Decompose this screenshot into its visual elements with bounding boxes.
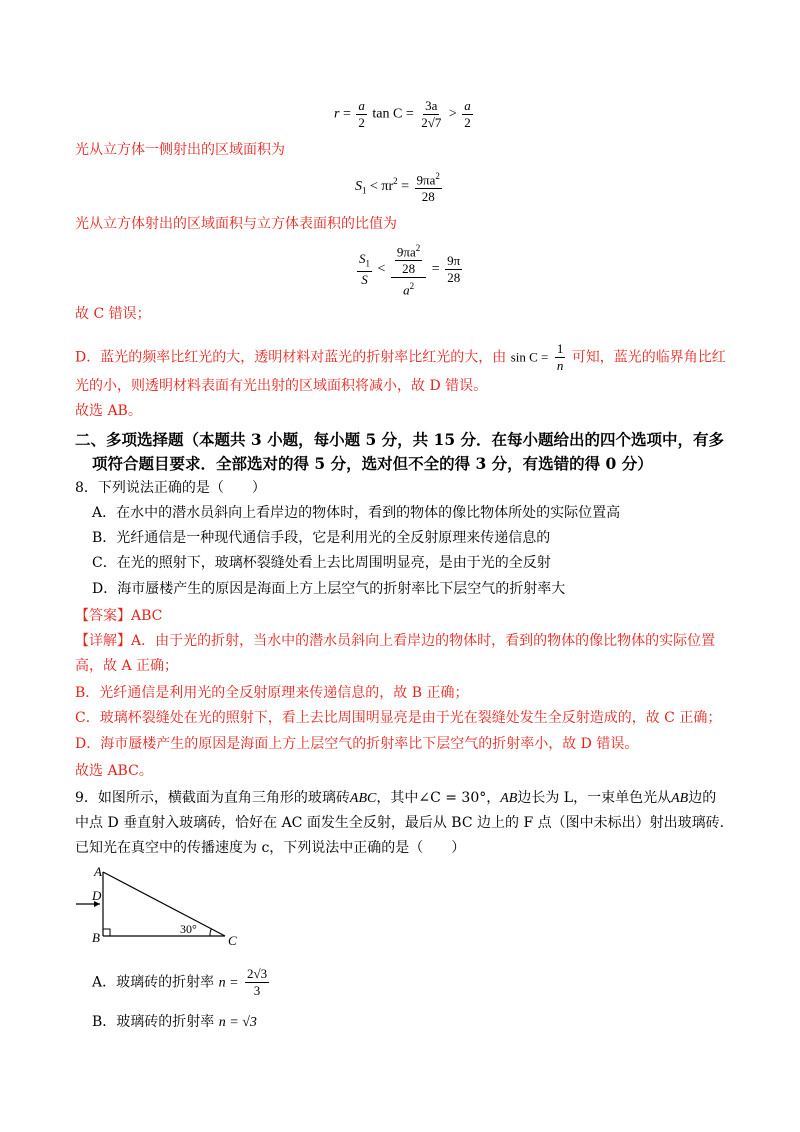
q9-line3: 已知光在真空中的传播速度为 c，下列说法中正确的是（ ） xyxy=(75,840,466,856)
section-heading-line1: 二、多项选择题（本题共 3 小题，每小题 5 分，共 15 分．在每小题给出的四个选项中，有多 xyxy=(75,430,725,449)
q8-detail-d: D．海市蜃楼产生的原因是海面上方上层空气的折射率比下层空气的折射率小，故 D 错误。 xyxy=(75,736,639,752)
q8-detail-b: B．光纤通信是利用光的全反射原理来传递信息的，故 B 正确； xyxy=(75,685,469,701)
q9-line1: 9．如图所示，横截面为直角三角形的玻璃砖ABC，其中∠C = 30°，AB边长为 L，一束单色光从AB边的 xyxy=(75,790,717,806)
text-d-line1: D．蓝光的频率比红光的大，透明材料对蓝光的折射率比红光的大，由 sin C = $\frac{1}{n}$ 可知，蓝光的临界角比红 xyxy=(75,341,726,373)
q8-option-b: B．光纤通信是一种现代通信手段，它是利用光的全反射原理来传递信息的 xyxy=(92,530,551,546)
formula-s1: $S_1 < \pi r^2$ = $\frac{9\pi a^2}{28}$ xyxy=(355,168,444,205)
q8-option-c: C．在光的照射下，玻璃杯裂缝处看上去比周围明显亮，是由于光的全反射 xyxy=(92,555,551,571)
text-light-one-side: 光从立方体一侧射出的区域面积为 xyxy=(75,142,285,158)
text-c-wrong: 故 C 错误； xyxy=(75,306,151,322)
label-a: A xyxy=(94,864,102,879)
label-b: B xyxy=(92,930,100,945)
q9-line2: 中点 D 垂直射入玻璃砖，恰好在 AC 面发生全反射，最后从 BC 边上的 F 点（图中未标出）射出玻璃砖. xyxy=(75,815,725,831)
q9-option-a: A．玻璃砖的折射率 n = $\frac{2√3}{3}$ xyxy=(92,966,268,998)
formula-r: r = $\frac{a}{2}$ tan C = $\frac{3a}{2√7}$ > $\frac{a}{2}$ xyxy=(334,98,471,130)
text-choose-ab: 故选 AB。 xyxy=(75,403,142,419)
q8-option-a: A．在水中的潜水员斜向上看岸边的物体时，看到的物体的像比物体所处的实际位置高 xyxy=(92,505,621,521)
angle-arc xyxy=(210,929,212,937)
q8-detail-c: C．玻璃杯裂缝处在光的照射下，看上去比周围明显亮是由于光在裂缝处发生全反射造成的，故 C 正确； xyxy=(75,710,722,726)
label-angle: 30° xyxy=(180,922,197,936)
q9-option-b: B．玻璃砖的折射率 n = √3 xyxy=(92,1014,257,1030)
formula-ratio: $\frac{S_1}{S}$ < $\frac{\frac{9\pi a^2}{28}}{a^2}$ = $\frac{9\pi}{28}$ xyxy=(355,240,464,299)
q8-answer: 【答案】ABC xyxy=(75,608,163,624)
label-c: C xyxy=(228,933,237,948)
text-d-line2: 光的小，则透明材料表面有光出射的区域面积将减小，故 D 错误。 xyxy=(75,378,488,394)
text-ratio: 光从立方体射出的区域面积与立方体表面积的比值为 xyxy=(75,216,397,232)
q9-triangle-figure xyxy=(70,862,250,952)
q8-choose: 故选 ABC。 xyxy=(75,763,153,779)
right-angle-mark xyxy=(103,929,110,936)
q8-option-d: D．海市蜃楼产生的原因是海面上方上层空气的折射率比下层空气的折射率大 xyxy=(92,581,566,597)
q8-detail-line1: 【详解】A．由于光的折射，当水中的潜水员斜向上看岸边的物体时，看到的物体的像比物体的实际位置 xyxy=(75,633,716,649)
section-heading-line2: 项符合题目要求．全部选对的得 5 分，选对但不全的得 3 分，有选错的得 0 分） xyxy=(92,454,653,473)
q8-detail-line2: 高，故 A 正确； xyxy=(75,658,179,674)
label-d: D xyxy=(92,888,102,903)
side-ac xyxy=(103,872,225,936)
q8-stem: 8．下列说法正确的是（ ） xyxy=(75,480,266,496)
